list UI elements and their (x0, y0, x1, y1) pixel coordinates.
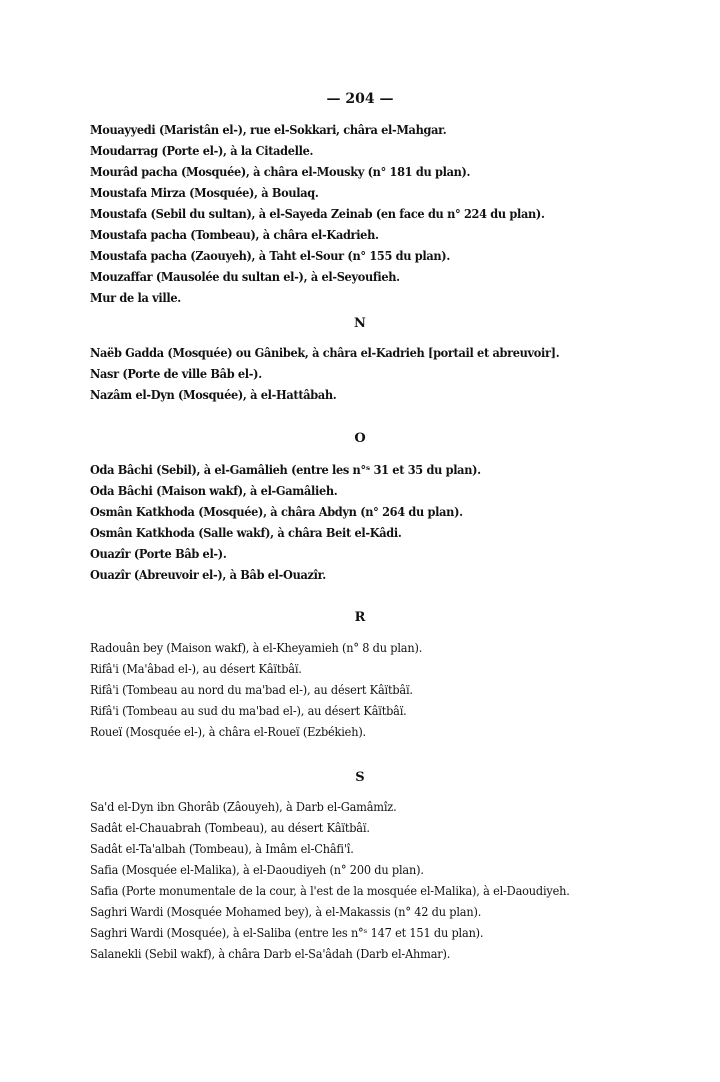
section-letter-s: S (355, 770, 365, 785)
index-entry: Rifâ'i (Tombeau au sud du ma'bad el-), au désert Kâïtbâï. (90, 704, 407, 718)
section-letter-o: O (354, 431, 366, 446)
index-entry: Sadât el-Chauabrah (Tombeau), au désert Kâïtbâï. (90, 821, 370, 835)
index-entry: Naëb Gadda (Mosquée) ou Gânibek, à châra el-Kadrieh [portail et abreuvoir]. (90, 346, 560, 360)
index-entry: Salanekli (Sebil wakf), à châra Darb el-Sa'âdah (Darb el-Ahmar). (90, 947, 451, 961)
index-entry: Moustafa pacha (Zaouyeh), à Taht el-Sour (n° 155 du plan). (90, 249, 450, 263)
index-entry: Sa'd el-Dyn ibn Ghorâb (Zâouyeh), à Darb el-Gamâmîz. (90, 800, 397, 814)
index-entry: Mouzaffar (Mausolée du sultan el-), à el-Seyoufieh. (90, 270, 400, 284)
index-entry: Sadât el-Ta'albah (Tombeau), à Imâm el-Châfi'î. (90, 842, 354, 856)
section-n (90, 343, 690, 406)
index-entry: Oda Bâchi (Maison wakf), à el-Gamâlieh. (90, 484, 338, 498)
index-entry: Moustafa pacha (Tombeau), à châra el-Kadrieh. (90, 228, 379, 242)
index-entry: Moustafa Mirza (Mosquée), à Boulaq. (90, 186, 319, 200)
index-entry: Osmân Katkhoda (Mosquée), à châra Abdyn (n° 264 du plan). (90, 505, 463, 519)
page-number: — 204 — (326, 91, 394, 107)
index-entry: Saghri Wardi (Mosquée), à el-Saliba (entre les n°ˢ 147 et 151 du plan). (90, 926, 484, 940)
index-entry: Ouazîr (Abreuvoir el-), à Bâb el-Ouazîr. (90, 568, 326, 582)
index-entry: Radouân bey (Maison wakf), à el-Kheyamieh (n° 8 du plan). (90, 641, 423, 655)
index-entry: Mourâd pacha (Mosquée), à châra el-Mousky (n° 181 du plan). (90, 165, 471, 179)
index-entry: Oda Bâchi (Sebil), à el-Gamâlieh (entre les n°ˢ 31 et 35 du plan). (90, 463, 481, 477)
index-entry: Rifâ'i (Ma'âbad el-), au désert Kâïtbâï. (90, 662, 302, 676)
index-entry: Nasr (Porte de ville Bâb el-). (90, 367, 262, 381)
index-entry: Safia (Porte monumentale de la cour, à l'est de la mosquée el-Malika), à el-Daoudiyeh. (90, 884, 570, 898)
section-r (90, 638, 690, 743)
index-entry: Rifâ'i (Tombeau au nord du ma'bad el-), au désert Kâïtbâï. (90, 683, 413, 697)
index-entry: Ouazîr (Porte Bâb el-). (90, 547, 227, 561)
section-m (90, 120, 690, 309)
index-entry: Moustafa (Sebil du sultan), à el-Sayeda Zeinab (en face du n° 224 du plan). (90, 207, 545, 221)
index-entry: Mouayyedi (Maristân el-), rue el-Sokkari, châra el-Mahgar. (90, 123, 447, 137)
index-entry: Osmân Katkhoda (Salle wakf), à châra Beit el-Kâdi. (90, 526, 402, 540)
index-entry: Moudarrag (Porte el-), à la Citadelle. (90, 144, 314, 158)
section-letter-r: R (354, 610, 366, 625)
section-s (90, 797, 690, 965)
index-entry: Nazâm el-Dyn (Mosquée), à el-Hattâbah. (90, 388, 337, 402)
index-entry: Safia (Mosquée el-Malika), à el-Daoudiyeh (n° 200 du plan). (90, 863, 424, 877)
index-entry: Roueï (Mosquée el-), à châra el-Roueï (Ezbékieh). (90, 725, 366, 739)
index-entry: Mur de la ville. (90, 291, 181, 305)
section-letter-n: N (354, 316, 366, 331)
index-entry: Saghri Wardi (Mosquée Mohamed bey), à el-Makassis (n° 42 du plan). (90, 905, 482, 919)
section-o (90, 460, 690, 586)
